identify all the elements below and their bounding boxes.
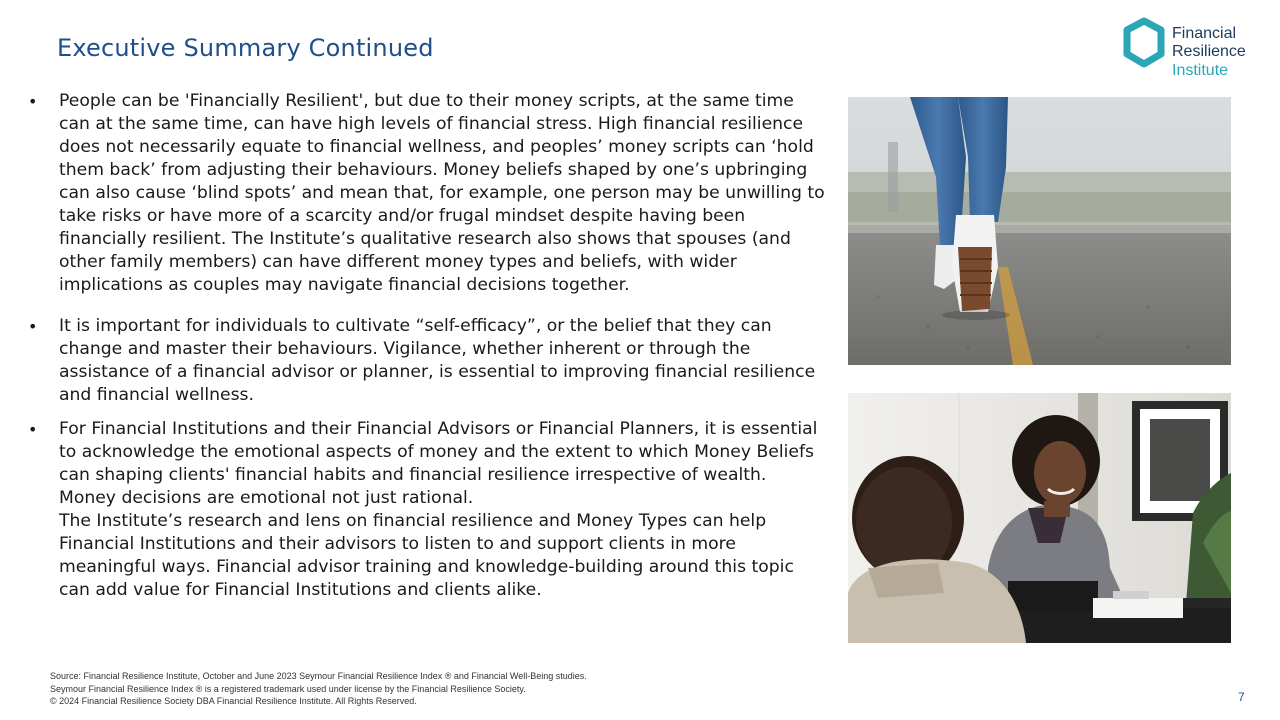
logo-text-resilience: Resilience <box>1172 43 1246 60</box>
bullet-text: • For Financial Institutions and their Financial Advisors or Financial Planners, it is essential to acknowledge the emotional aspects of money and the extent to which Money Beliefs can shaping clients' financial habits and financial resilience irrespective of wealth. Money decisions are emotional not just rational. <box>59 419 818 508</box>
bullet-item <box>28 315 828 407</box>
logo-text-financial: Financial <box>1172 25 1237 42</box>
bullet-item <box>28 418 828 602</box>
bullet-list <box>28 90 828 602</box>
logo-text-institute: Institute <box>1172 62 1229 79</box>
walking-person-photo <box>848 97 1231 365</box>
institute-logo <box>1120 16 1270 82</box>
page-number: 7 <box>1238 690 1245 704</box>
advisor-meeting-photo <box>848 393 1231 643</box>
source-line: Source: Financial Resilience Institute, October and June 2023 Seymour Financial Resilience Index ® and Financial Well-Being studies. <box>50 671 587 681</box>
bullet-text-continued: The Institute’s research and lens on financial resilience and Money Types can help Financial Institutions and their advisors to listen to and support clients in more meaningful ways. Financial advisor training and knowledge-building around this topic can add value for Financial Institutions and clients alike. <box>59 511 794 600</box>
bullet-text: • It is important for individuals to cultivate “self-efficacy”, or the belief that they can change and master their behaviours. Vigilance, whether inherent or through the assistance of a financial advisor or planner, is essential to improving financial resilience and financial wellness. <box>59 316 816 405</box>
slide-title: Executive Summary Continued <box>57 34 434 62</box>
logo-ring-icon <box>1120 16 1168 70</box>
bullet-text: • People can be 'Financially Resilient', but due to their money scripts, at the same time can at the same time, can have high levels of financial stress. High financial resilience does not necessarily equate to financial wellness, and peoples’ money scripts can ‘hold them back’ from adjusting their behaviours. Money beliefs shaped by one’s upbringing can also cause ‘blind spots’ and mean that, for example, one person may be unwilling to take risks or have more of a scarcity and/or frugal mindset despite having been financially resilient. The Institute’s qualitative research also shows that spouses (and other family members) can have different money types and beliefs, with wider implications as couples may navigate financial decisions together. <box>59 91 825 295</box>
source-notes <box>50 670 810 708</box>
copyright-line: © 2024 Financial Resilience Society DBA Financial Resilience Institute. All Rights Reserved. <box>50 696 417 706</box>
trademark-line: Seymour Financial Resilience Index ® is a registered trademark used under license by the Financial Resilience Society. <box>50 683 526 694</box>
bullet-item <box>28 90 828 297</box>
